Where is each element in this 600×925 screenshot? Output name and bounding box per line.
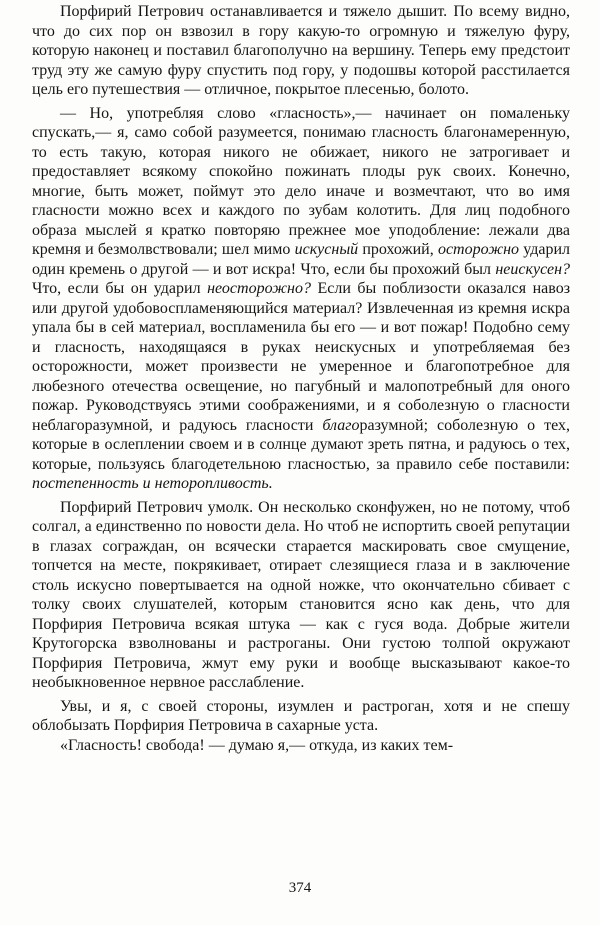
text-segment: «Гласность! свобода! — думаю я,— откуда, из каких тем- xyxy=(60,736,454,754)
italic-segment: неосторожно? xyxy=(207,280,311,297)
italic-segment: благо xyxy=(322,416,360,434)
paragraph-3 xyxy=(32,498,570,693)
text-segment: Если бы поблизости оказался навоз или другой удобовоспламеняющийся материал? Извлеченная из кремня искра упала бы в сей материал, воспламенила бы его — и вот пожар! Подобно сему и гласность, находящаяся в руках неискусных и употребляемая без осторожности, может произвести не умеренное и благопотребное для любезного отечества освещение, но пагубный и малопотребный для оного пожар. Руководствуясь этими соображениями, и я соболезную о гласности неблагоразумной, и радуюсь гласности xyxy=(32,280,571,434)
text-segment: Увы, и я, с своей стороны, изумлен и растроган, хотя и не спешу облобызать Порфирия Петровича в сахарные уста. xyxy=(32,697,570,734)
text-segment: Что, если бы он ударил xyxy=(32,280,208,297)
italic-segment: неискусен? xyxy=(495,260,570,278)
italic-segment: постепенность и неторопливость. xyxy=(32,475,273,492)
paragraph-5 xyxy=(32,736,570,756)
text-segment: Порфирий Петрович останавливается и тяжело дышит. По всему видно, что до сих пор он взвозил в гору какую-то огромную и тяжелую фуру, которую наконец и поставил благополучно на вершину. Теперь ему предстоит труд эту же самую фуру спустить под гору, у подошвы которой расстилается цель его путешествия — отличное, покрытое плесенью, болото. xyxy=(32,3,570,98)
paragraph-4 xyxy=(32,697,570,736)
text-segment: — Но, употребляя слово «гласность»,— начинает он помаленьку спускать,— я, само собой разумеется, понимаю гласность благонамеренную, то есть такую, которая никого не обижает, никого не затрогивает и предоставляет всякому спокойно пожинать плоды рук своих. Конечно, многие, быть может, поймут это дело иначе и возмечтают, что во имя гласности можно всех и каждого по зубам колотить. Для лиц подобного образа мыслей я кратко повторяю прежнее мое уподобление: лежали два кремня и безмолвствовали; шел мимо xyxy=(32,104,570,258)
paragraph-2 xyxy=(32,104,570,494)
text-segment: разумной; соболезную о тех, которые в ослеплении своем и в солнце думают зреть пятна, и радуюсь о тех, которые, пользуясь благодетельною гласностью, за правило себе поставили: xyxy=(32,416,570,473)
body-text xyxy=(32,2,570,755)
text-segment: прохожий, xyxy=(358,241,438,258)
text-segment: ударил один кремень о другой — и вот искра! Что, если бы прохожий был xyxy=(32,241,571,278)
italic-segment: искусный xyxy=(294,241,359,258)
paragraph-1 xyxy=(32,2,570,100)
text-segment: Порфирий Петрович умолк. Он несколько сконфужен, но не потому, чтоб солгал, а единственно по новости дела. Но чтоб не испортить своей репутации в глазах сограждан, он всячески старается маскировать свое смущение, топчется на месте, покрякивает, отирает слезящиеся глаза и в заключение столь искусно повертывается на одной ножке, что окончательно сбивает с толку своих слушателей, которым становится ясно как день, что для Порфирия Петровича всякая штука — как с гуся вода. Добрые жители Крутогорска взволнованы и растроганы. Они густою толпой окружают Порфирия Петровича, жмут ему руки и вообще высказывают какое-то необыкновенное нервное расслабление. xyxy=(32,498,570,691)
italic-segment: осторожно xyxy=(437,241,520,258)
page-number: 374 xyxy=(288,880,312,896)
